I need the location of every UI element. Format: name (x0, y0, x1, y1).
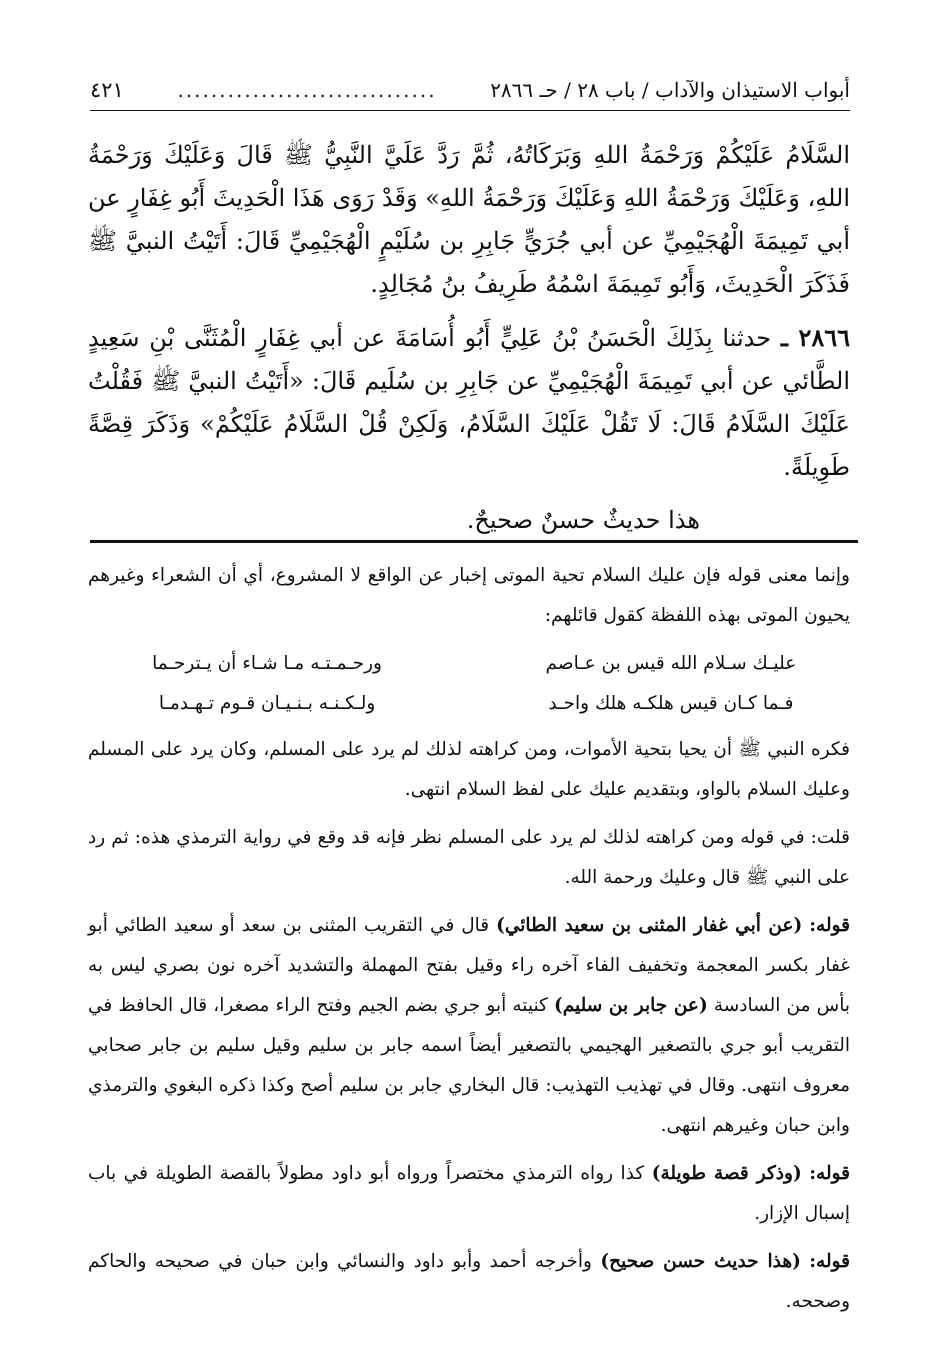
commentary-quote: (عن أبي غفار المثنى بن سعيد الطائي) (496, 915, 803, 936)
hadith-number: ٢٨٦٦ ـ (780, 323, 850, 352)
commentary-paragraph (88, 1154, 850, 1234)
hadith-paragraph-text: حدثنا بِذَلِكَ الْحَسَنُ بْنُ عَلِيٍّ أَبُو أُسَامَةَ عن أبي غِفَارٍ الْمُثَنَّى بْنِ سَعِيدٍ الطَّائي عن أبي تَمِيمَةَ الْهُجَيْمِيِّ عن جَابِرِ بن سُلَيم قَالَ: «أَتَيْتُ النبيَّ ﷺ فَقُلْتُ عَلَيْكَ السَّلَامُ قَالَ: لَا تَقُلْ عَلَيْكَ السَّلَامُ، وَلَكِنْ قُلْ السَّلَامُ عَلَيْكُمْ» وَذَكَرَ قِصَّةً طَوِيلَةً. (88, 324, 850, 481)
hadith-paragraph (88, 134, 850, 306)
poem-hemistich-right: عليـك سـلام الله قيس بن عـاصم (545, 653, 797, 674)
hadith-text (88, 134, 850, 552)
poem-hemistich-left: ولـكـنـه بـنـيـان قـوم تـهـدمـا (158, 693, 376, 714)
commentary-paragraph: فكره النبي ﷺ أن يحيا بتحية الأموات، ومن كراهته لذلك لم يرد على المسلم، وكان يرد على المسلم وعليك السلام بالواو، وبتقديم عليك على لفظ السلام انتهى. (88, 739, 850, 800)
commentary-paragraph (88, 906, 850, 1146)
poem (88, 644, 850, 724)
commentary-lead: قوله: (809, 1251, 851, 1272)
commentary-text: كنيته أبو جري بضم الجيم وفتح الراء مصغرا، قال الحافظ في التقريب أبو جري بالتصغير الهجيمي بالتصغير أيضاً اسمه جابر بن سليم وقيل سليم بن جابر صحابي معروف انتهى. وقال في تهذيب التهذيب: قال البخاري جابر بن سليم أصح وكذا ذكره البغوي والترمذي وابن حبان وغيرهم انتهى. (88, 995, 850, 1136)
commentary-quote: (وذكر قصة طويلة) (651, 1163, 802, 1184)
commentary-section (88, 556, 850, 1330)
poem-hemistich-right: فـما كـان قيس هلكـه هلك واحـد (548, 693, 794, 714)
commentary-text: وأخرجه أحمد وأبو داود والنسائي وابن حبان في صحيحه والحاكم وصححه. (88, 1251, 850, 1312)
hadith-paragraph-text: السَّلَامُ عَلَيْكُمْ وَرَحْمَةُ اللهِ وَبَرَكَاتُهُ، ثُمَّ رَدَّ عَلَيَّ النَّبِيُّ ﷺ قَالَ وَعَلَيْكَ وَرَحْمَةُ اللهِ، وَعَلَيْكَ وَرَحْمَةُ اللهِ وَعَلَيْكَ وَرَحْمَةُ اللهِ» وَقَدْ رَوَى هَذَا الْحَدِيثَ أَبُو غِفَارٍ عن أبي تَمِيمَةَ الْهُجَيْمِيِّ عن أبي جُرَيٍّ جَابِرِ بن سُلَيْمٍ الْهُجَيْمِيِّ قَالَ: أَتَيْتُ النبيَّ ﷺ فَذَكَرَ الْحَدِيثَ، وَأَبُو تَمِيمَةَ اسْمُهُ طَرِيفُ بنُ مُجَالِدٍ. (88, 141, 850, 298)
commentary-paragraph: قلت: في قوله ومن كراهته لذلك لم يرد على المسلم نظر فإنه قد وقع في رواية الترمذي هذه: ثم رد على النبي ﷺ قال وعليك ورحمة الله. (88, 827, 850, 888)
commentary-lead: قوله: (809, 1163, 851, 1184)
commentary-text: كذا رواه الترمذي مختصراً ورواه أبو داود مطولاً بالقصة الطويلة في باب إسبال الإزار. (88, 1163, 850, 1224)
footnote-divider (90, 540, 858, 543)
poem-verse (88, 644, 850, 684)
commentary-quote: (عن جابر بن سليم) (553, 995, 708, 1016)
header-title: أبواب الاستيذان والآداب / باب ٢٨ / حـ ٢٨٦٦ (490, 78, 850, 102)
commentary-paragraph (88, 1242, 850, 1322)
hadith-paragraph (88, 316, 850, 489)
commentary-lead: قوله: (809, 915, 850, 936)
page-number: ٤٢١ (90, 78, 124, 102)
hadith-grade: هذا حديثٌ حسنٌ صحيحٌ. (466, 506, 700, 534)
header-leader-dots: ............................... (177, 78, 437, 102)
running-header (90, 70, 850, 111)
poem-verse (88, 684, 850, 724)
commentary-text: قال في التقريب المثنى بن سعد أو سعيد الطائي أبو غفار بكسر المعجمة وتخفيف الفاء آخره راء وقيل بفتح المهملة والتشديد آخره نون بصري ليس به بأس من السادسة (88, 915, 850, 1016)
poem-hemistich-left: ورحـمـتـه مـا شـاء أن يـترحـما (152, 653, 382, 674)
commentary-quote: (هذا حديث حسن صحيح) (600, 1251, 801, 1272)
commentary-paragraph: وإنما معنى قوله فإن عليك السلام تحية الموتى إخبار عن الواقع لا المشروع، أي أن الشعراء وغيرهم يحيون الموتى بهذه اللفظة كقول قائلهم: (88, 565, 850, 626)
